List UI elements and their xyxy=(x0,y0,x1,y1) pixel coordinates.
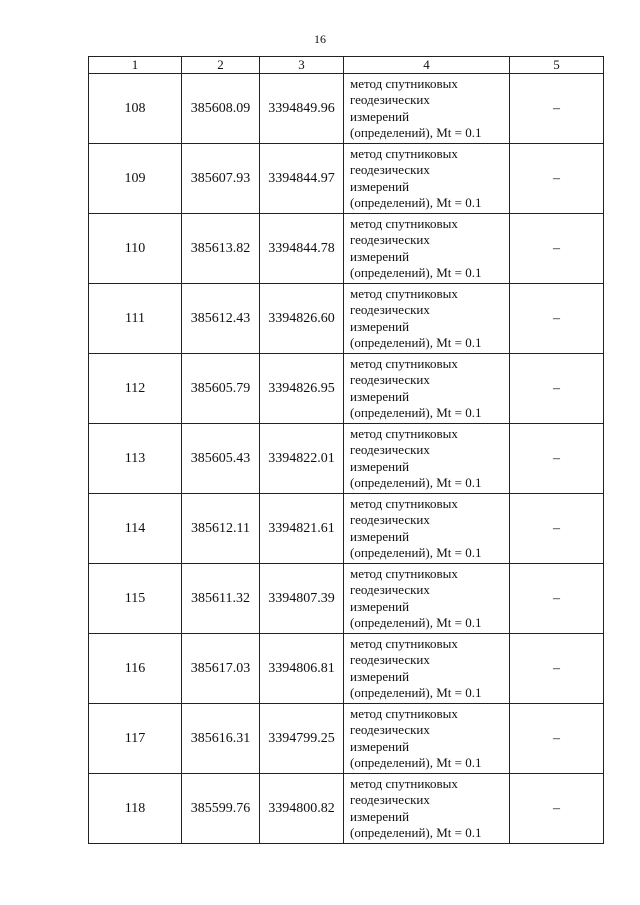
method-line: метод спутниковых xyxy=(350,75,458,91)
method-cell xyxy=(344,354,510,424)
method-cell xyxy=(344,144,510,214)
method-cell xyxy=(344,564,510,634)
column-header-1: 1 xyxy=(89,57,182,74)
note-cell: – xyxy=(510,494,604,564)
method-line: измерений xyxy=(350,248,410,264)
method-cell xyxy=(344,74,510,144)
method-line: (определений), Mt = 0.1 xyxy=(350,545,482,560)
method-line: (определений), Mt = 0.1 xyxy=(350,125,482,140)
y-coordinate-cell: 3394849.96 xyxy=(260,74,344,144)
table-row xyxy=(89,634,604,704)
x-coordinate-cell: 385612.43 xyxy=(182,284,260,354)
method-cell xyxy=(344,424,510,494)
method-line: (определений), Mt = 0.1 xyxy=(350,685,482,700)
method-line: геодезических xyxy=(350,92,430,107)
y-coordinate-cell: 3394844.78 xyxy=(260,214,344,284)
method-line: метод спутниковых xyxy=(350,705,458,721)
method-line: геодезических xyxy=(350,232,430,247)
y-coordinate-cell: 3394826.95 xyxy=(260,354,344,424)
method-line: измерений xyxy=(350,808,410,824)
table-row xyxy=(89,144,604,214)
table-row xyxy=(89,74,604,144)
note-cell: – xyxy=(510,284,604,354)
method-line: геодезических xyxy=(350,792,430,807)
note-cell: – xyxy=(510,704,604,774)
table-row xyxy=(89,774,604,844)
method-line: геодезических xyxy=(350,582,430,597)
table-row xyxy=(89,494,604,564)
note-cell: – xyxy=(510,214,604,284)
column-header-3: 3 xyxy=(260,57,344,74)
point-number-cell: 115 xyxy=(89,564,182,634)
method-line: геодезических xyxy=(350,722,430,737)
note-cell: – xyxy=(510,564,604,634)
point-number-cell: 114 xyxy=(89,494,182,564)
method-line: (определений), Mt = 0.1 xyxy=(350,265,482,280)
y-coordinate-cell: 3394822.01 xyxy=(260,424,344,494)
note-cell: – xyxy=(510,354,604,424)
method-line: метод спутниковых xyxy=(350,145,458,161)
point-number-cell: 118 xyxy=(89,774,182,844)
method-line: измерений xyxy=(350,528,410,544)
method-line: геодезических xyxy=(350,442,430,457)
method-line: измерений xyxy=(350,178,410,194)
point-number-cell: 116 xyxy=(89,634,182,704)
x-coordinate-cell: 385616.31 xyxy=(182,704,260,774)
table-row xyxy=(89,424,604,494)
point-number-cell: 110 xyxy=(89,214,182,284)
method-line: (определений), Mt = 0.1 xyxy=(350,615,482,630)
note-cell: – xyxy=(510,424,604,494)
point-number-cell: 117 xyxy=(89,704,182,774)
method-cell xyxy=(344,214,510,284)
y-coordinate-cell: 3394844.97 xyxy=(260,144,344,214)
table-body xyxy=(89,74,604,844)
table-row xyxy=(89,214,604,284)
x-coordinate-cell: 385611.32 xyxy=(182,564,260,634)
method-line: (определений), Mt = 0.1 xyxy=(350,755,482,770)
y-coordinate-cell: 3394806.81 xyxy=(260,634,344,704)
column-header-2: 2 xyxy=(182,57,260,74)
y-coordinate-cell: 3394826.60 xyxy=(260,284,344,354)
note-cell: – xyxy=(510,634,604,704)
method-line: измерений xyxy=(350,668,410,684)
point-number-cell: 109 xyxy=(89,144,182,214)
y-coordinate-cell: 3394807.39 xyxy=(260,564,344,634)
table-header-row xyxy=(89,57,604,74)
x-coordinate-cell: 385599.76 xyxy=(182,774,260,844)
table-row xyxy=(89,354,604,424)
point-number-cell: 112 xyxy=(89,354,182,424)
method-cell xyxy=(344,704,510,774)
method-line: метод спутниковых xyxy=(350,565,458,581)
method-cell xyxy=(344,774,510,844)
method-line: (определений), Mt = 0.1 xyxy=(350,335,482,350)
x-coordinate-cell: 385613.82 xyxy=(182,214,260,284)
column-header-4: 4 xyxy=(344,57,510,74)
method-line: метод спутниковых xyxy=(350,775,458,791)
x-coordinate-cell: 385605.43 xyxy=(182,424,260,494)
method-cell xyxy=(344,494,510,564)
method-line: метод спутниковых xyxy=(350,425,458,441)
y-coordinate-cell: 3394800.82 xyxy=(260,774,344,844)
note-cell: – xyxy=(510,144,604,214)
method-line: геодезических xyxy=(350,302,430,317)
method-line: измерений xyxy=(350,598,410,614)
x-coordinate-cell: 385607.93 xyxy=(182,144,260,214)
y-coordinate-cell: 3394799.25 xyxy=(260,704,344,774)
x-coordinate-cell: 385612.11 xyxy=(182,494,260,564)
x-coordinate-cell: 385608.09 xyxy=(182,74,260,144)
table-row xyxy=(89,284,604,354)
x-coordinate-cell: 385605.79 xyxy=(182,354,260,424)
point-number-cell: 108 xyxy=(89,74,182,144)
method-line: (определений), Mt = 0.1 xyxy=(350,825,482,840)
method-line: измерений xyxy=(350,738,410,754)
note-cell: – xyxy=(510,774,604,844)
method-line: метод спутниковых xyxy=(350,355,458,371)
column-header-5: 5 xyxy=(510,57,604,74)
method-line: метод спутниковых xyxy=(350,285,458,301)
method-line: геодезических xyxy=(350,652,430,667)
method-line: метод спутниковых xyxy=(350,495,458,511)
method-line: (определений), Mt = 0.1 xyxy=(350,405,482,420)
y-coordinate-cell: 3394821.61 xyxy=(260,494,344,564)
method-line: измерений xyxy=(350,388,410,404)
coordinates-table xyxy=(88,56,604,844)
method-cell xyxy=(344,284,510,354)
method-line: (определений), Mt = 0.1 xyxy=(350,475,482,490)
x-coordinate-cell: 385617.03 xyxy=(182,634,260,704)
page-number: 16 xyxy=(314,32,326,46)
method-line: геодезических xyxy=(350,372,430,387)
method-line: геодезических xyxy=(350,512,430,527)
method-line: метод спутниковых xyxy=(350,635,458,651)
table-row xyxy=(89,704,604,774)
note-cell: – xyxy=(510,74,604,144)
table-row xyxy=(89,564,604,634)
method-line: измерений xyxy=(350,318,410,334)
method-line: измерений xyxy=(350,458,410,474)
point-number-cell: 113 xyxy=(89,424,182,494)
method-line: (определений), Mt = 0.1 xyxy=(350,195,482,210)
method-line: измерений xyxy=(350,108,410,124)
method-cell xyxy=(344,634,510,704)
method-line: геодезических xyxy=(350,162,430,177)
method-line: метод спутниковых xyxy=(350,215,458,231)
point-number-cell: 111 xyxy=(89,284,182,354)
